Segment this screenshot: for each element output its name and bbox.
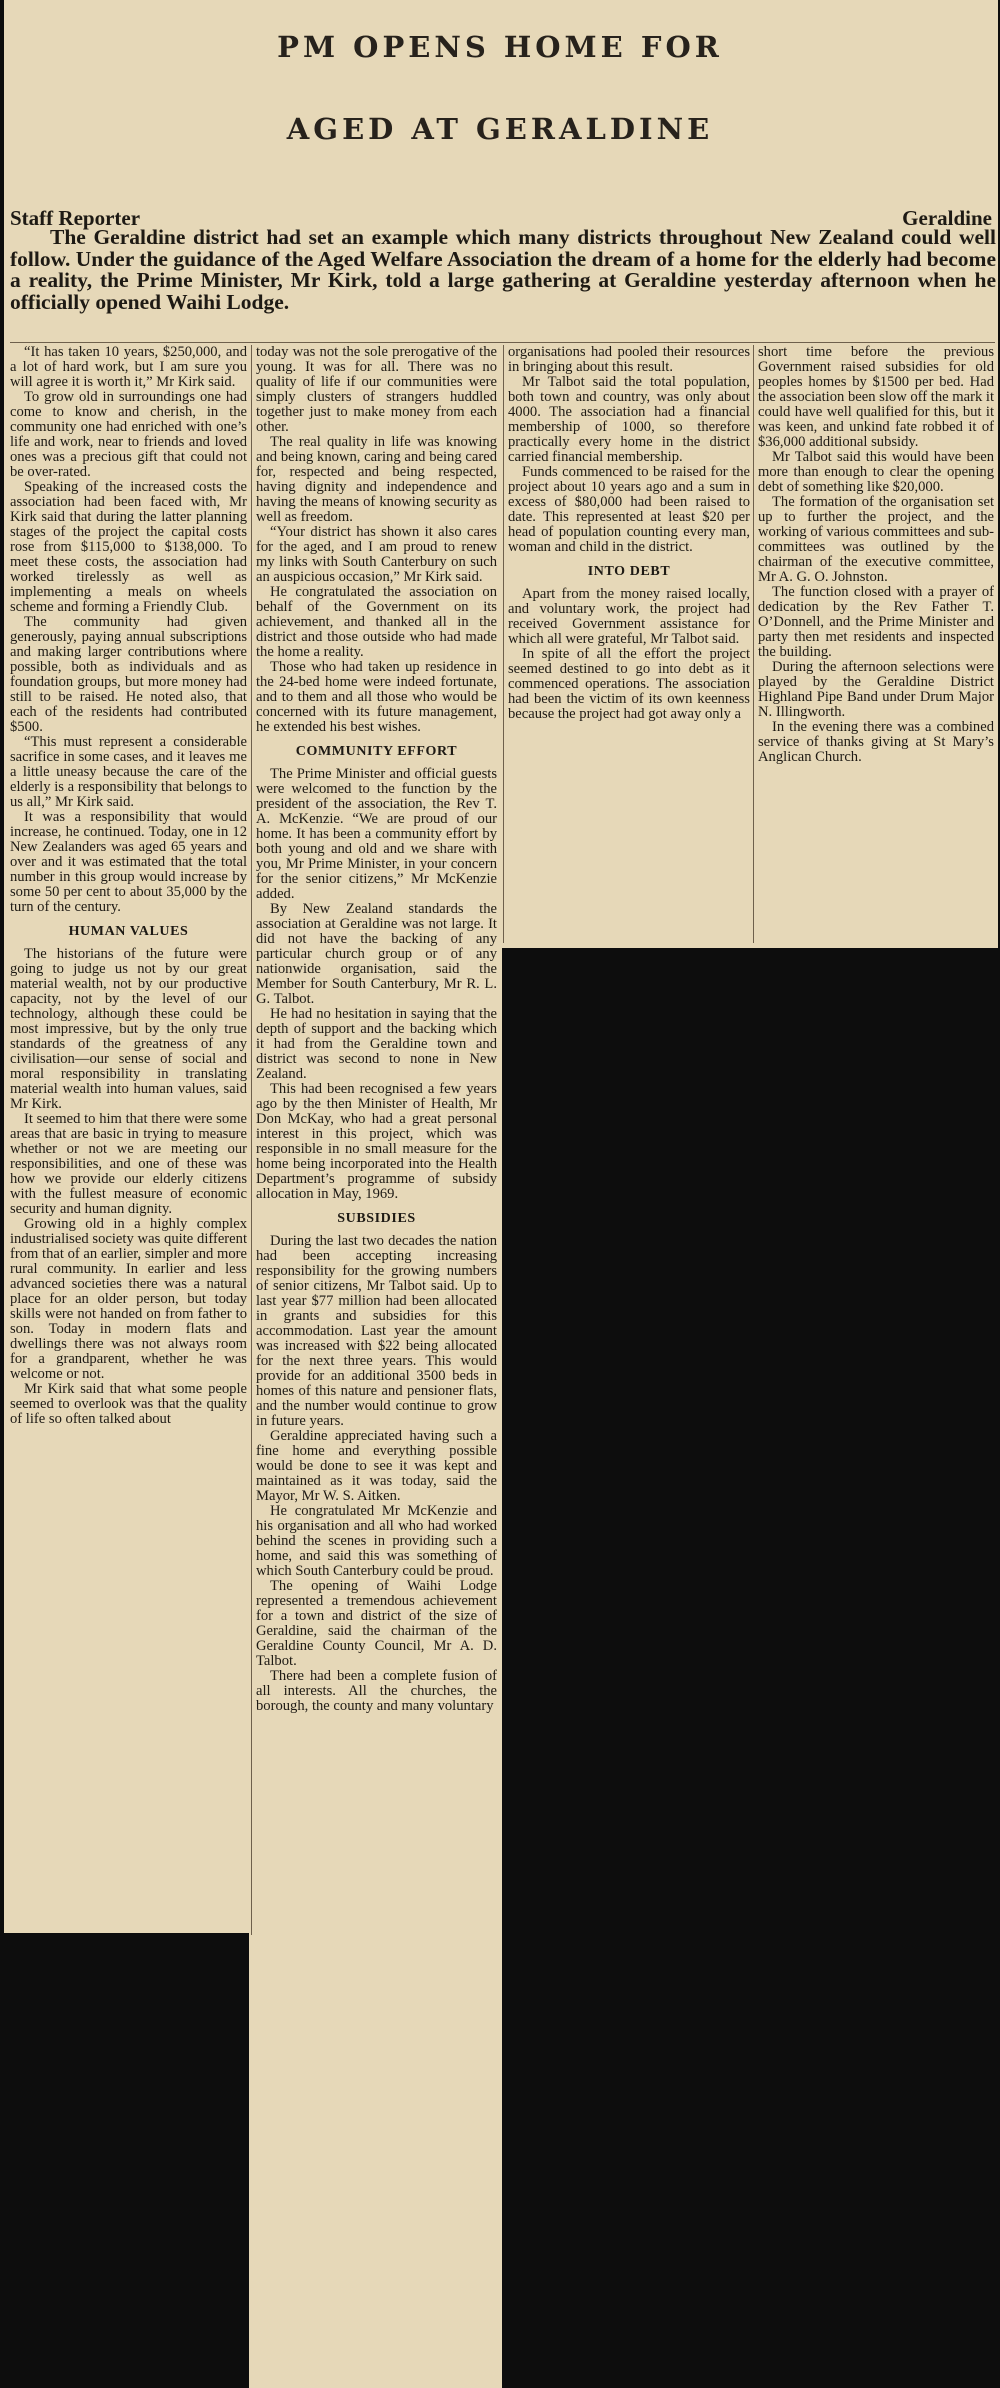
article-paragraph: The community had given generously, paying annual subscriptions and making larger contributions where possible, both as individuals and as foundation groups, but more money had still to be raised. He noted also, that each of the residents had contributed $500. <box>10 614 247 735</box>
section-heading: COMMUNITY EFFORT <box>295 744 458 759</box>
intro-paragraph: The Geraldine district had set an example which many districts throughout New Zealand could well follow. Under the guidance of the Aged Welfare Association the dream of a home for the elderly had become a reality, the Prime Minister, Mr Kirk, told a large gathering at Geraldine yesterday afternoon when he officially opened Waihi Lodge. <box>10 225 996 314</box>
article-paragraph: During the afternoon selections were played by the Geraldine District Highland Pipe Band under Drum Major N. Illingworth. <box>758 659 994 720</box>
article-paragraph: He congratulated Mr McKenzie and his organisation and all who had worked behind the scenes in providing such a home, and said this was something of which South Canterbury could be proud. <box>256 1503 497 1579</box>
column-rule-2 <box>503 345 504 943</box>
article-paragraph: During the last two decades the nation had been accepting increasing responsibility for the growing numbers of senior citizens, Mr Talbot said. Up to last year $77 million had been allocated in grants and subsidies for this accommodation. Last year the amount was increased with $22 being allocated for the next three years. This would provide for an additional 3500 beds in homes of this nature and pensioner flats, and the number would continue to grow in future years. <box>256 1233 497 1429</box>
article-paragraph: By New Zealand standards the association at Geraldine was not large. It did not have the backing of any particular church group or of any nationwide organisation, said the Member for South Canterbury, Mr R. L. G. Talbot. <box>256 901 497 1007</box>
article-paragraph: organisations had pooled their resources in bringing about this result. <box>508 345 750 375</box>
article-column-3 <box>508 345 750 943</box>
article-paragraph: It seemed to him that there were some areas that are basic in trying to measure whether or not we are meeting our responsibilities, and one of these was how we provide our elderly citizens with the fullest measure of economic security and human dignity. <box>10 1111 247 1217</box>
article-column-1 <box>10 345 247 1930</box>
headline-line-2: AGED AT GERALDINE <box>286 112 714 146</box>
article-paragraph: Mr Talbot said this would have been more than enough to clear the opening debt of something like $20,000. <box>758 449 994 495</box>
article-paragraph: Mr Talbot said the total population, both town and country, was only about 4000. The association had a financial membership of 1000, so therefore practically every home in the district carried financial membership. <box>508 374 750 465</box>
article-paragraph: The real quality in life was knowing and being known, caring and being cared for, respected and being respected, having dignity and independence and having the means of knowing security as well as freedom. <box>256 434 497 525</box>
article-paragraph: today was not the sole prerogative of the young. It was for all. There was no quality of life if our communities were simply clusters of strangers huddled together just to make money from each other. <box>256 345 497 435</box>
article-column-2 <box>256 345 497 2380</box>
article-paragraph: The Prime Minister and official guests were welcomed to the function by the president of the association, the Rev T. A. McKenzie. “We are proud of our home. It has been a community effort by both young and old and we share with you, Mr Prime Minister, in your concern for the senior citizens,” Mr McKenzie added. <box>256 766 497 902</box>
article-paragraph: This had been recognised a few years ago by the then Minister of Health, Mr Don McKay, who had a great personal interest in this project, which was responsible in no small measure for the home being incorporated into the Health Department’s programme of subsidy allocation in May, 1969. <box>256 1081 497 1202</box>
article-paragraph: It was a responsibility that would increase, he continued. Today, one in 12 New Zealanders was aged 65 years and over and it was estimated that the total number in this group would increase by some 50 per cent to about 35,000 by the turn of the century. <box>10 809 247 915</box>
article-paragraph: “It has taken 10 years, $250,000, and a lot of hard work, but I am sure you will agree it is worth it,” Mr Kirk said. <box>10 345 247 390</box>
headline-line-1: PM OPENS HOME FOR <box>277 30 723 64</box>
article-paragraph: Those who had taken up residence in the 24-bed home were indeed fortunate, and to them and all those who would be concerned with its future management, he extended his best wishes. <box>256 659 497 735</box>
article-paragraph: “This must represent a considerable sacrifice in some cases, and it leaves me a little uneasy because the care of the elderly is a responsibility that belongs to us all,” Mr Kirk said. <box>10 734 247 810</box>
article-paragraph: To grow old in surroundings one had come to know and cherish, in the community one had enriched with one’s life and work, near to friends and loved ones was a precious gift that could not be over-rated. <box>10 389 247 480</box>
article-paragraph: He congratulated the association on behalf of the Government on its achievement, and thanked all in the district and those outside who had made the home a reality. <box>256 584 497 660</box>
article-paragraph: The historians of the future were going to judge us not by our great material wealth, not by our productive capacity, not by the level of our technology, although these could be most impressive, but by the only true standards of the greatness of any civilisation—our sense of social and moral responsibility in translating material wealth into human values, said Mr Kirk. <box>10 946 247 1112</box>
article-paragraph: In spite of all the effort the project seemed destined to go into debt as it commenced operations. The association had been the victim of its own keenness because the project had got away only a <box>508 646 750 722</box>
column-rule-3 <box>753 345 754 943</box>
section-heading: SUBSIDIES <box>337 1211 416 1226</box>
article-paragraph: Funds commenced to be raised for the project about 10 years ago and a sum in excess of $80,000 had been raised to date. This represented at least $20 per head of population counting every man, woman and child in the district. <box>508 464 750 555</box>
article-column-4 <box>758 345 994 943</box>
headline <box>0 6 1000 170</box>
article-paragraph: The opening of Waihi Lodge represented a tremendous achievement for a town and district of the size of Geraldine, said the chairman of the Geraldine County Council, Mr A. D. Talbot. <box>256 1578 497 1669</box>
article-paragraph: Growing old in a highly complex industrialised society was quite different from that of an earlier, simpler and more rural community. In earlier and less advanced societies there was a natural place for an older person, but today skills were not handed on from father to son. Today in modern flats and dwellings there was not always room for a grandparent, whether he was welcome or not. <box>10 1216 247 1382</box>
article-paragraph: The formation of the organisation set up to further the project, and the working of various committees and sub-committees was outlined by the chairman of the executive committee, Mr A. G. O. Johnston. <box>758 494 994 585</box>
article-paragraph: Speaking of the increased costs the association had been faced with, Mr Kirk said that during the latter planning stages of the project the capital costs rose from $115,000 to $138,000. To meet these costs, the association had worked tirelessly as well as implementing a meals on wheels scheme and forming a Friendly Club. <box>10 479 247 615</box>
article-paragraph: He had no hesitation in saying that the depth of support and the backing which it had from the Geraldine town and district was second to none in New Zealand. <box>256 1006 497 1082</box>
byline-reporter: Staff Reporter <box>10 206 141 230</box>
article-paragraph: Mr Kirk said that what some people seemed to overlook was that the quality of life so often talked about <box>10 1381 247 1427</box>
article-paragraph: Geraldine appreciated having such a fine home and everything possible would be done to see it was kept and maintained as it was today, said the Mayor, Mr W. S. Aitken. <box>256 1428 497 1504</box>
section-heading: INTO DEBT <box>587 564 671 579</box>
column-rule-1 <box>251 345 252 1935</box>
intro-divider <box>10 342 995 343</box>
article-paragraph: In the evening there was a combined service of thanks giving at St Mary’s Anglican Church. <box>758 719 994 765</box>
article-paragraph: short time before the previous Government raised subsidies for old peoples homes by $1500 per bed. Had the association been slow off the mark it could have well qualified for this, but it was keen, and unkind fate robbed it of $36,000 additional subsidy. <box>758 345 994 450</box>
article-paragraph: There had been a complete fusion of all interests. All the churches, the borough, the county and many voluntary <box>256 1668 497 1714</box>
article-paragraph: “Your district has shown it also cares for the aged, and I am proud to renew my links with South Canterbury on such an auspicious occasion,” Mr Kirk said. <box>256 524 497 585</box>
article-paragraph: Apart from the money raised locally, and voluntary work, the project had received Government assistance for which all were grateful, Mr Talbot said. <box>508 586 750 647</box>
section-heading: HUMAN VALUES <box>68 924 189 939</box>
byline-dateline: Geraldine <box>902 206 992 230</box>
article-paragraph: The function closed with a prayer of dedication by the Rev Father T. O’Donnell, and the Prime Minister and party then met residents and inspected the building. <box>758 584 994 660</box>
